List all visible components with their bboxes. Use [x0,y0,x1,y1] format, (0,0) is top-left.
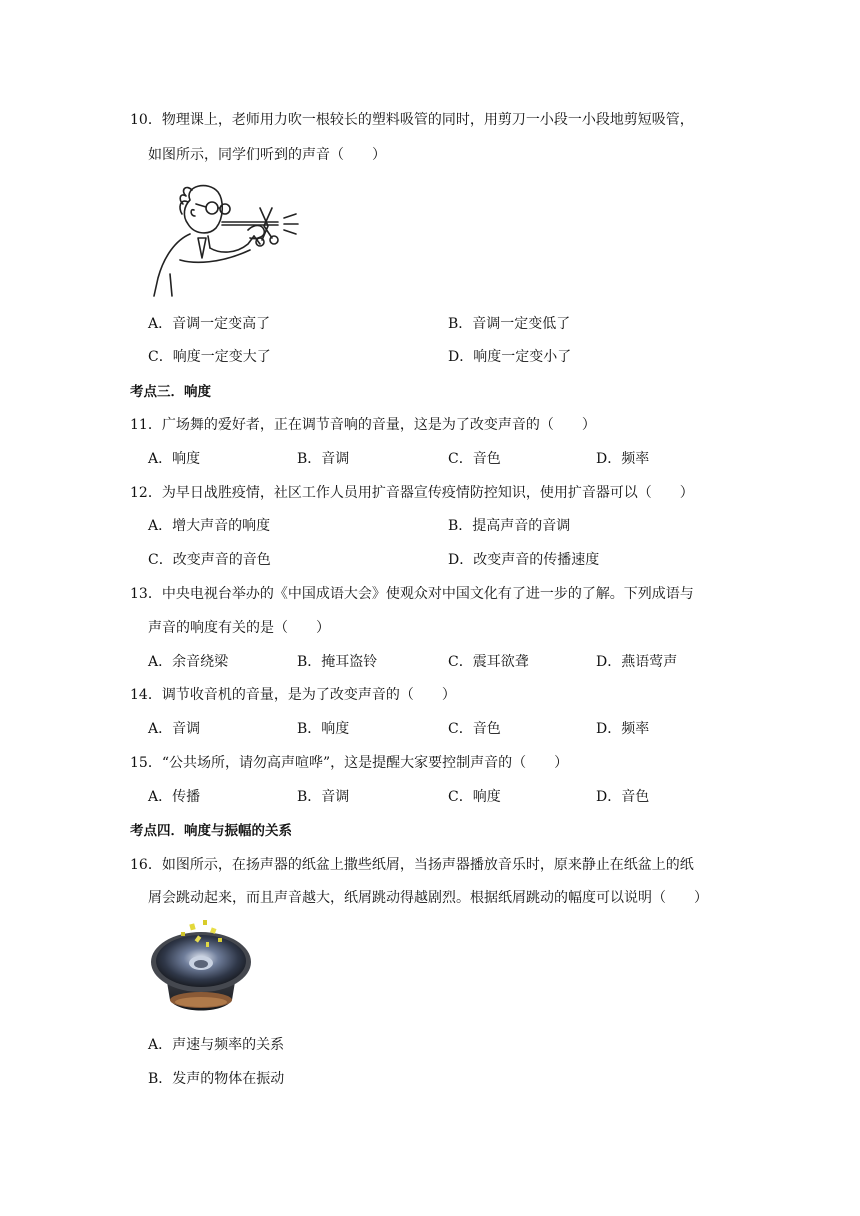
section-3-heading: 考点三．响度 [130,384,211,400]
q16-stem-line2: 屑会跳动起来，而且声音越大，纸屑跳动得越剧烈。根据纸屑跳动的幅度可以说明（ ） [148,890,708,906]
q13-option-b[interactable]: B．掩耳盗铃 [297,654,378,670]
q10-option-c[interactable]: C．响度一定变大了 [148,349,271,365]
q15-option-c[interactable]: C．响度 [448,789,501,805]
q14-option-d[interactable]: D．频率 [596,721,650,737]
q15-option-d[interactable]: D．音色 [596,789,650,805]
q11-option-d[interactable]: D．频率 [596,451,650,467]
q12-option-d[interactable]: D．改变声音的传播速度 [448,552,600,568]
q13-option-d[interactable]: D．燕语莺声 [596,654,678,670]
q15-option-b[interactable]: B．音调 [297,789,350,805]
speaker-paper-scraps-figure [148,918,254,1018]
q11-option-a[interactable]: A．响度 [148,451,201,467]
q10-option-d[interactable]: D．响度一定变小了 [448,349,572,365]
q15-option-a[interactable]: A．传播 [148,789,201,805]
q16-option-b[interactable]: B．发声的物体在振动 [148,1071,285,1087]
section-4-heading: 考点四．响度与振幅的关系 [130,823,292,839]
q12-stem: 12．为早日战胜疫情，社区工作人员用扩音器宣传疫情防控知识，使用扩音器可以（ ） [130,485,694,501]
q14-stem: 14．调节收音机的音量，是为了改变声音的（ ） [130,687,456,703]
q12-option-c[interactable]: C．改变声音的音色 [148,552,271,568]
q10-option-b[interactable]: B．音调一定变低了 [448,316,571,332]
q16-stem-line1: 16．如图所示，在扬声器的纸盆上撒些纸屑，当扬声器播放音乐时，原来静止在纸盆上的纸 [130,857,694,873]
q14-option-b[interactable]: B．响度 [297,721,350,737]
q11-option-c[interactable]: C．音色 [448,451,501,467]
q13-option-c[interactable]: C．震耳欲聋 [448,654,529,670]
q14-option-c[interactable]: C．音色 [448,721,501,737]
q15-stem: 15．“公共场所，请勿高声喧哗”，这是提醒大家要控制声音的（ ） [130,755,569,771]
q10-stem-line2: 如图所示，同学们听到的声音（ ） [148,147,386,163]
q13-stem-line1: 13．中央电视台举办的《中国成语大会》使观众对中国文化有了进一步的了解。下列成语与 [130,586,694,602]
teacher-straw-figure [150,178,305,298]
q11-stem: 11．广场舞的爱好者，正在调节音响的音量，这是为了改变声音的（ ） [130,417,596,433]
q10-stem-line1: 10．物理课上，老师用力吹一根较长的塑料吸管的同时，用剪刀一小段一小段地剪短吸管， [130,112,694,128]
q12-option-b[interactable]: B．提高声音的音调 [448,518,571,534]
q12-option-a[interactable]: A．增大声音的响度 [148,518,271,534]
q13-stem-line2: 声音的响度有关的是（ ） [148,620,330,636]
q14-option-a[interactable]: A．音调 [148,721,201,737]
q10-option-a[interactable]: A．音调一定变高了 [148,316,271,332]
q11-option-b[interactable]: B．音调 [297,451,350,467]
q16-option-a[interactable]: A．声速与频率的关系 [148,1037,285,1053]
q13-option-a[interactable]: A．余音绕梁 [148,654,229,670]
